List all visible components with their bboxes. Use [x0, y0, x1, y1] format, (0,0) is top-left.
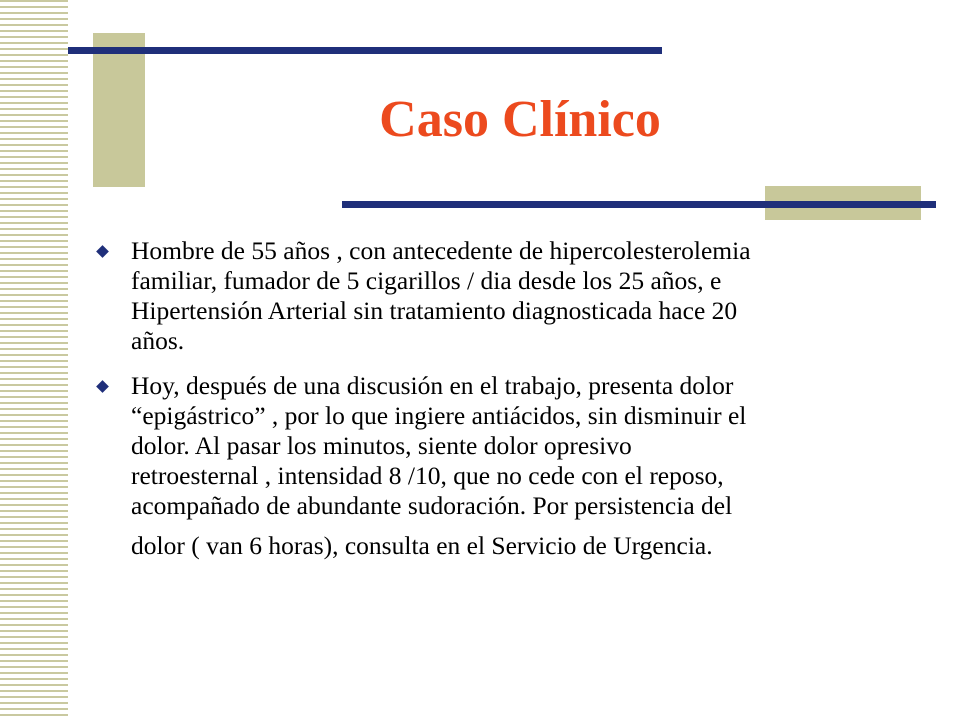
bullet-text-line: Hoy, después de una discusión en el trabajo, presenta dolor [131, 371, 734, 400]
title-rule-top [68, 47, 662, 54]
slide-body [98, 236, 918, 561]
bullet-text-line: acompañado de abundante sudoración. Por persistencia del [131, 491, 733, 520]
bullet-text-line: dolor ( van 6 horas), consulta en el Servicio de Urgencia. [131, 531, 713, 560]
bullet-text-line: “epigástrico” , por lo que ingiere antiácidos, sin disminuir el [131, 401, 747, 430]
bullet-text-line: años. [131, 326, 185, 355]
diamond-bullet-icon [96, 245, 109, 258]
bullet-text-line: familiar, fumador de 5 cigarillos / dia desde los 25 años, e [131, 266, 722, 295]
accent-block-top-left [93, 33, 145, 187]
diamond-bullet-icon [96, 380, 109, 393]
bullet-text-line: Hipertensión Arterial sin tratamiento diagnosticada hace 20 [131, 296, 738, 325]
title-rule-bottom [342, 201, 936, 208]
bullet-item-current-symptoms [98, 371, 918, 561]
left-stripe-decoration [0, 0, 68, 720]
bullet-text-line: dolor. Al pasar los minutos, siente dolor opresivo [131, 431, 632, 460]
bullet-item-patient-history [98, 236, 918, 356]
bullet-text-line: Hombre de 55 años , con antecedente de hipercolesterolemia [131, 236, 751, 265]
bullet-text-line: retroesternal , intensidad 8 /10, que no cede con el reposo, [131, 461, 724, 490]
slide-title: Caso Clínico [379, 91, 661, 148]
